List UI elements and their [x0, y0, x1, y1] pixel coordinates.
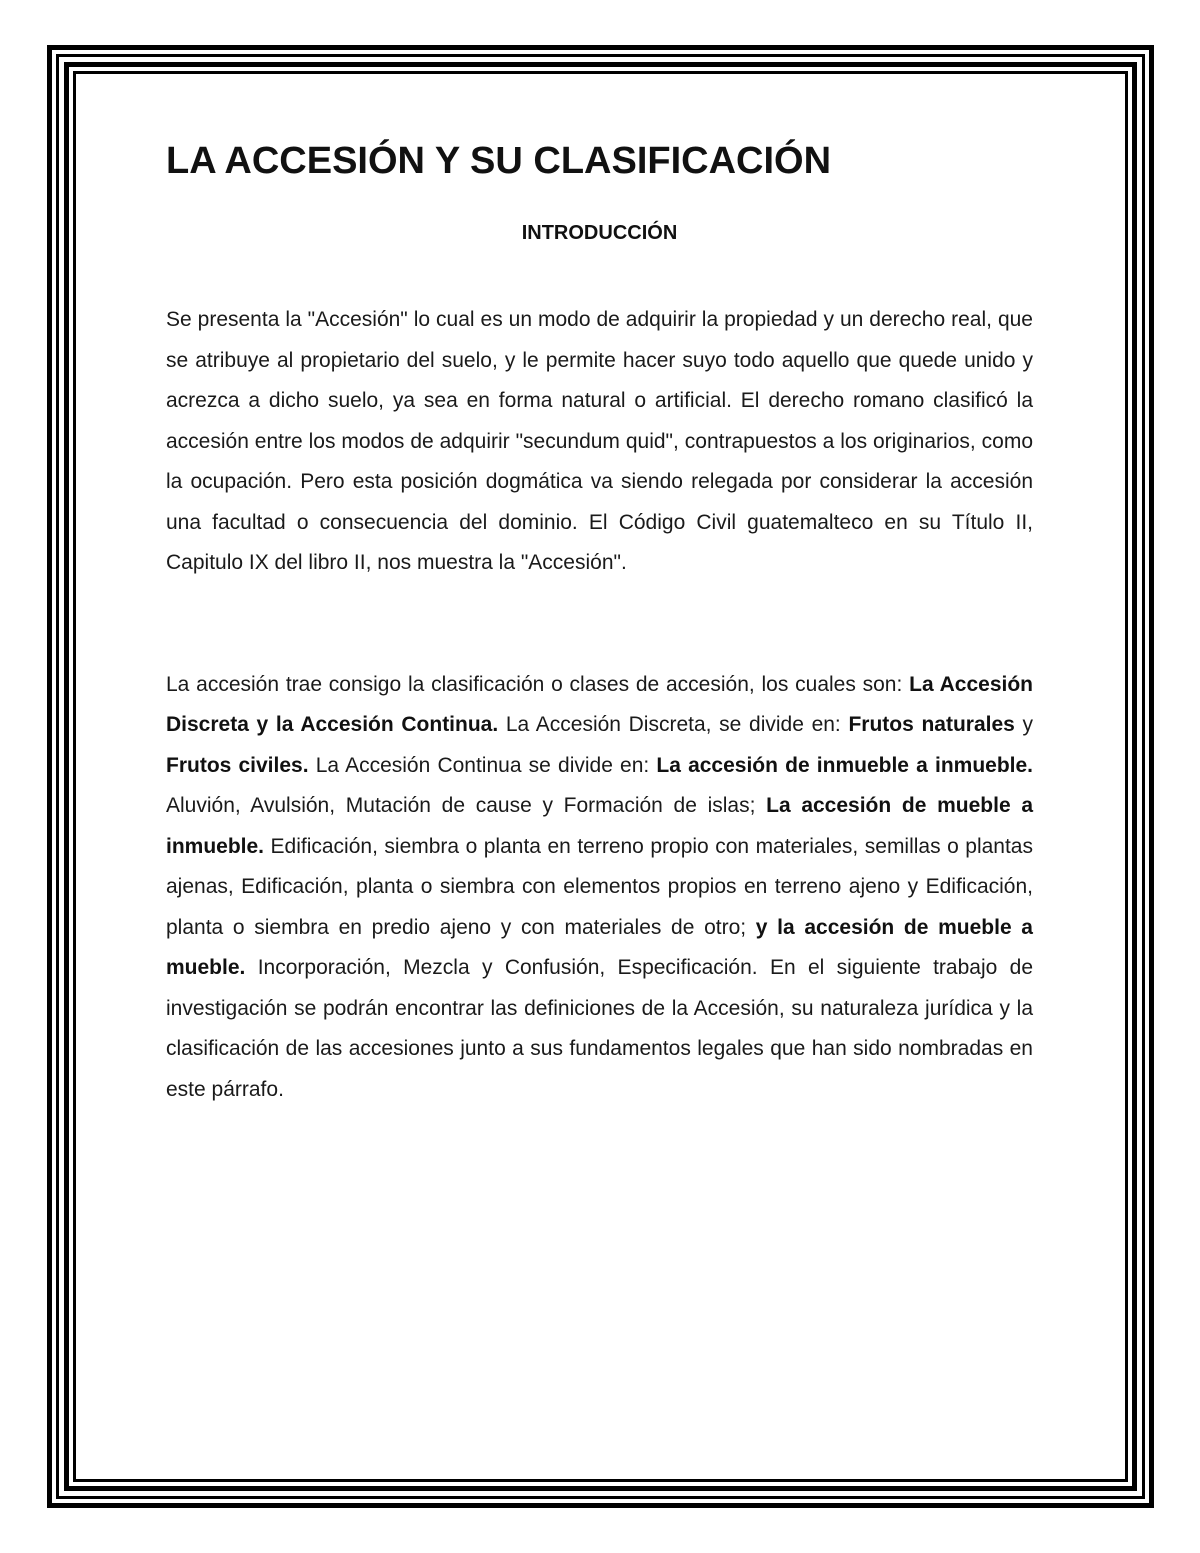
paragraph-text: Edificación, siembra o planta en terreno propio con materiales, semillas o plantas ajenas, Edificación, planta o siembra con elementos propios en terreno ajeno y Edificación, planta o siembra en predio ajeno y con materiales de otro; — [166, 834, 1033, 939]
paragraph-text: Incorporación, Mezcla y Confusión, Especificación. En el siguiente trabajo de investigación se podrán encontrar las definiciones de la Accesión, su naturaleza jurídica y la clasificación de las accesiones junto a sus fundamentos legales que han sido nombradas en este párrafo. — [166, 956, 1033, 1101]
bold-term-frutos-civiles: Frutos civiles. — [166, 753, 309, 777]
paragraph-text: La accesión trae consigo la clasificación o clases de accesión, los cuales son: — [166, 672, 910, 696]
intro-paragraph-1: Se presenta la "Accesión" lo cual es un modo de adquirir la propiedad y un derecho real, que se atribuye al propietario del suelo, y le permite hacer suyo todo aquello que quede unido y acrezca a dicho suelo, ya sea en forma natural o artificial. El derecho romano clasificó la accesión entre los modos de adquirir "secundum quid", contrapuestos a los originarios, como la ocupación. Pero esta posición dogmática va siendo relegada por considerar la accesión una facultad o consecuencia del dominio. El Código Civil guatemalteco en su Título II, Capitulo IX del libro II, nos muestra la "Accesión". — [166, 308, 1033, 574]
bold-term-mueble-a-mueble: y la accesión de mueble a mueble. — [166, 915, 1033, 979]
bold-term-frutos-naturales: Frutos naturales — [848, 713, 1015, 736]
bold-term-discreta-continua: La Accesión Discreta y la Accesión Continua. — [166, 672, 1034, 736]
paragraph-text: y — [1014, 713, 1034, 736]
document-title: LA ACCESIÓN Y SU CLASIFICACIÓN — [166, 140, 832, 182]
paragraph-text: La Accesión Discreta, se divide en: — [498, 713, 849, 736]
paragraph-text: Aluvión, Avulsión, Mutación de cause y Formación de islas; — [166, 794, 767, 817]
document-body — [166, 138, 1033, 1110]
intro-paragraph-2 — [166, 665, 1033, 1111]
paragraph-text: La Accesión Continua se divide en: — [308, 753, 657, 777]
bold-term-inmueble-a-inmueble: La accesión de inmueble a inmueble. — [656, 753, 1033, 777]
bold-term-mueble-a-inmueble: La accesión de mueble a inmueble. — [166, 794, 1033, 858]
section-heading: INTRODUCCIÓN — [521, 222, 678, 244]
